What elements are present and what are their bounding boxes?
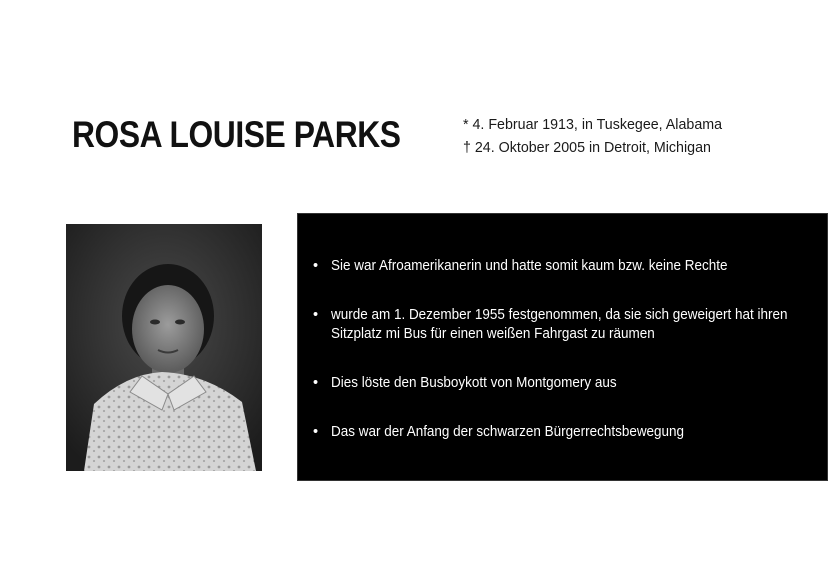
death-date: † 24. Oktober 2005 in Detroit, Michigan [463,139,711,156]
bullet-icon: • [313,307,319,323]
list-item [310,306,820,344]
list-item-text: Sie war Afroamerikanerin und hatte somit kaum bzw. keine Rechte [331,258,728,274]
list-item-text: wurde am 1. Dezember 1955 festgenommen, da sie sich geweigert hat ihren Sitzplatz mi Bus für einen weißen Fahrgast zu räumen [331,307,788,342]
list-item-text: Dies löste den Busboykott von Montgomery aus [331,375,617,391]
facts-list [310,257,820,472]
bullet-icon: • [313,258,319,274]
list-item [310,257,820,276]
birth-date: * 4. Februar 1913, in Tuskegee, Alabama [463,116,723,133]
list-item [310,374,820,393]
bullet-icon: • [313,375,319,391]
life-dates [463,113,736,159]
bullet-icon: • [313,424,319,440]
list-item-text: Das war der Anfang der schwarzen Bürgerrechtsbewegung [331,424,685,440]
list-item [310,423,820,442]
portrait-photo [66,224,262,471]
page-title: ROSA LOUISE PARKS [72,114,401,155]
facts-box [297,213,828,481]
